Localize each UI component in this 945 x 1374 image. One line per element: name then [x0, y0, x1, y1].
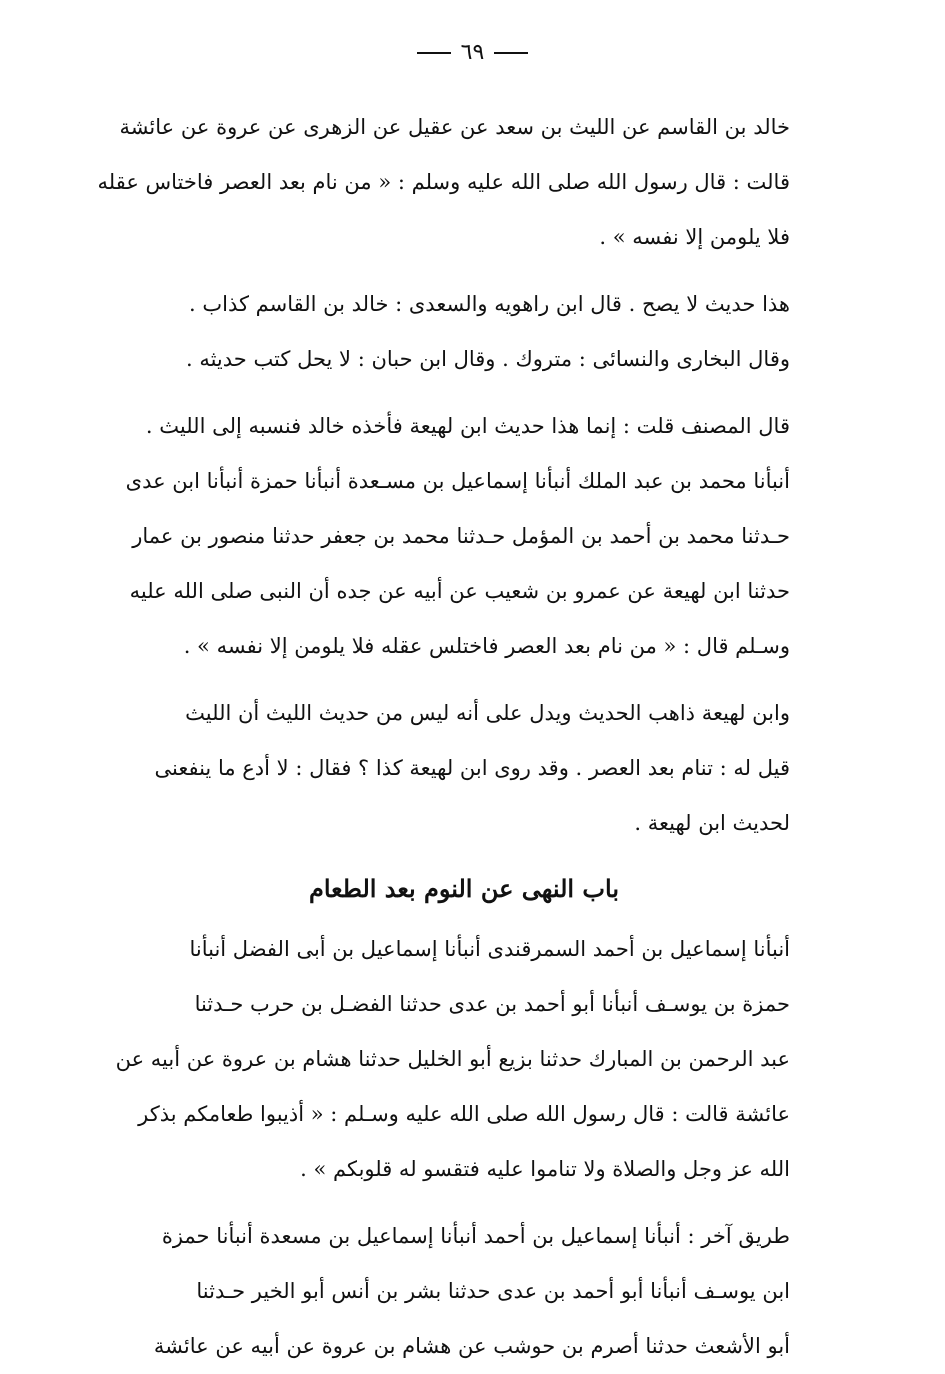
text-line: قيل له : تنام بعد العصر . وقد روى ابن لهيعة كذا ؟ فقال : لا أدع ما ينفعنى	[154, 756, 790, 780]
page-number-header	[0, 40, 945, 65]
text-line: فلا يلومن إلا نفسه » .	[599, 225, 790, 249]
text-line: أنبأنا إسماعيل بن أحمد السمرقندى أنبأنا إسماعيل بن أبى الفضل أنبأنا	[189, 937, 790, 961]
text-line: ابن يوسـف أنبأنا أبو أحمد بن عدى حدثنا بشر بن أنس أبو الخير حـدثنا	[196, 1279, 790, 1303]
text-line: وقال البخارى والنسائى : متروك . وقال ابن حبان : لا يحل كتب حديثه .	[185, 347, 790, 371]
text-line: قالت : قال رسول الله صلى الله عليه وسلم : « من نام بعد العصر فاختاس عقله	[97, 170, 790, 194]
main-text	[97, 100, 790, 1374]
text-line: عبد الرحمن بن المبارك حدثنا بزيع أبو الخليل حدثنا هشام بن عروة عن أبيه عن	[115, 1047, 790, 1071]
paragraph	[138, 277, 790, 387]
paragraph	[138, 1209, 790, 1374]
text-line: أنبأنا محمد بن عبد الملك أنبأنا إسماعيل بن مسـعدة أنبأنا حمزة أنبأنا ابن عدى	[125, 469, 790, 493]
text-line: لحديث ابن لهيعة .	[634, 811, 790, 835]
text-line: وسـلم قال : « من نام بعد العصر فاختلس عقله فلا يلومن إلا نفسه » .	[183, 634, 790, 658]
paragraph	[125, 399, 790, 674]
text-line: حدثنا ابن لهيعة عن عمرو بن شعيب عن أبيه عن جده أن النبى صلى الله عليه	[129, 579, 790, 603]
paragraph	[97, 100, 790, 265]
text-line: حـدثنا محمد بن أحمد بن المؤمل حـدثنا محمد بن جعفر حدثنا منصور بن عمار	[132, 524, 790, 548]
text-line: وابن لهيعة ذاهب الحديث ويدل على أنه ليس من حديث الليث أن الليث	[185, 701, 790, 725]
text-line: الله عز وجل والصلاة ولا تناموا عليه فتقسو له قلوبكم » .	[300, 1157, 790, 1181]
page-number: ٦٩	[460, 40, 485, 65]
text-line: حمزة بن يوسـف أنبأنا أبو أحمد بن عدى حدثنا الفضـل بن حرب حـدثنا	[194, 992, 790, 1016]
text-line: عائشة قالت : قال رسول الله صلى الله عليه وسـلم : « أذيبوا طعامكم بذكر	[138, 1102, 790, 1126]
text-line: قال المصنف قلت : إنما هذا حديث ابن لهيعة فأخذه خالد فنسبه إلى الليث .	[145, 414, 790, 438]
text-line: خالد بن القاسم عن الليث بن سعد عن عقيل عن الزهرى عن عروة عن عائشة	[119, 115, 790, 139]
paragraph	[138, 686, 790, 851]
right-dash	[417, 52, 451, 54]
text-line: أبو الأشعث حدثنا أصرم بن حوشب عن هشام بن عروة عن أبيه عن عائشة	[153, 1334, 790, 1358]
chapter-heading: باب النهى عن النوم بعد الطعام	[309, 874, 619, 903]
text-line: هذا حديث لا يصح . قال ابن راهويه والسعدى : خالد بن القاسم كذاب .	[188, 292, 790, 316]
paragraph	[115, 922, 790, 1197]
text-line: طريق آخر : أنبأنا إسماعيل بن أحمد أنبأنا إسماعيل بن مسعدة أنبأنا حمزة	[161, 1224, 790, 1248]
left-dash	[494, 52, 528, 54]
